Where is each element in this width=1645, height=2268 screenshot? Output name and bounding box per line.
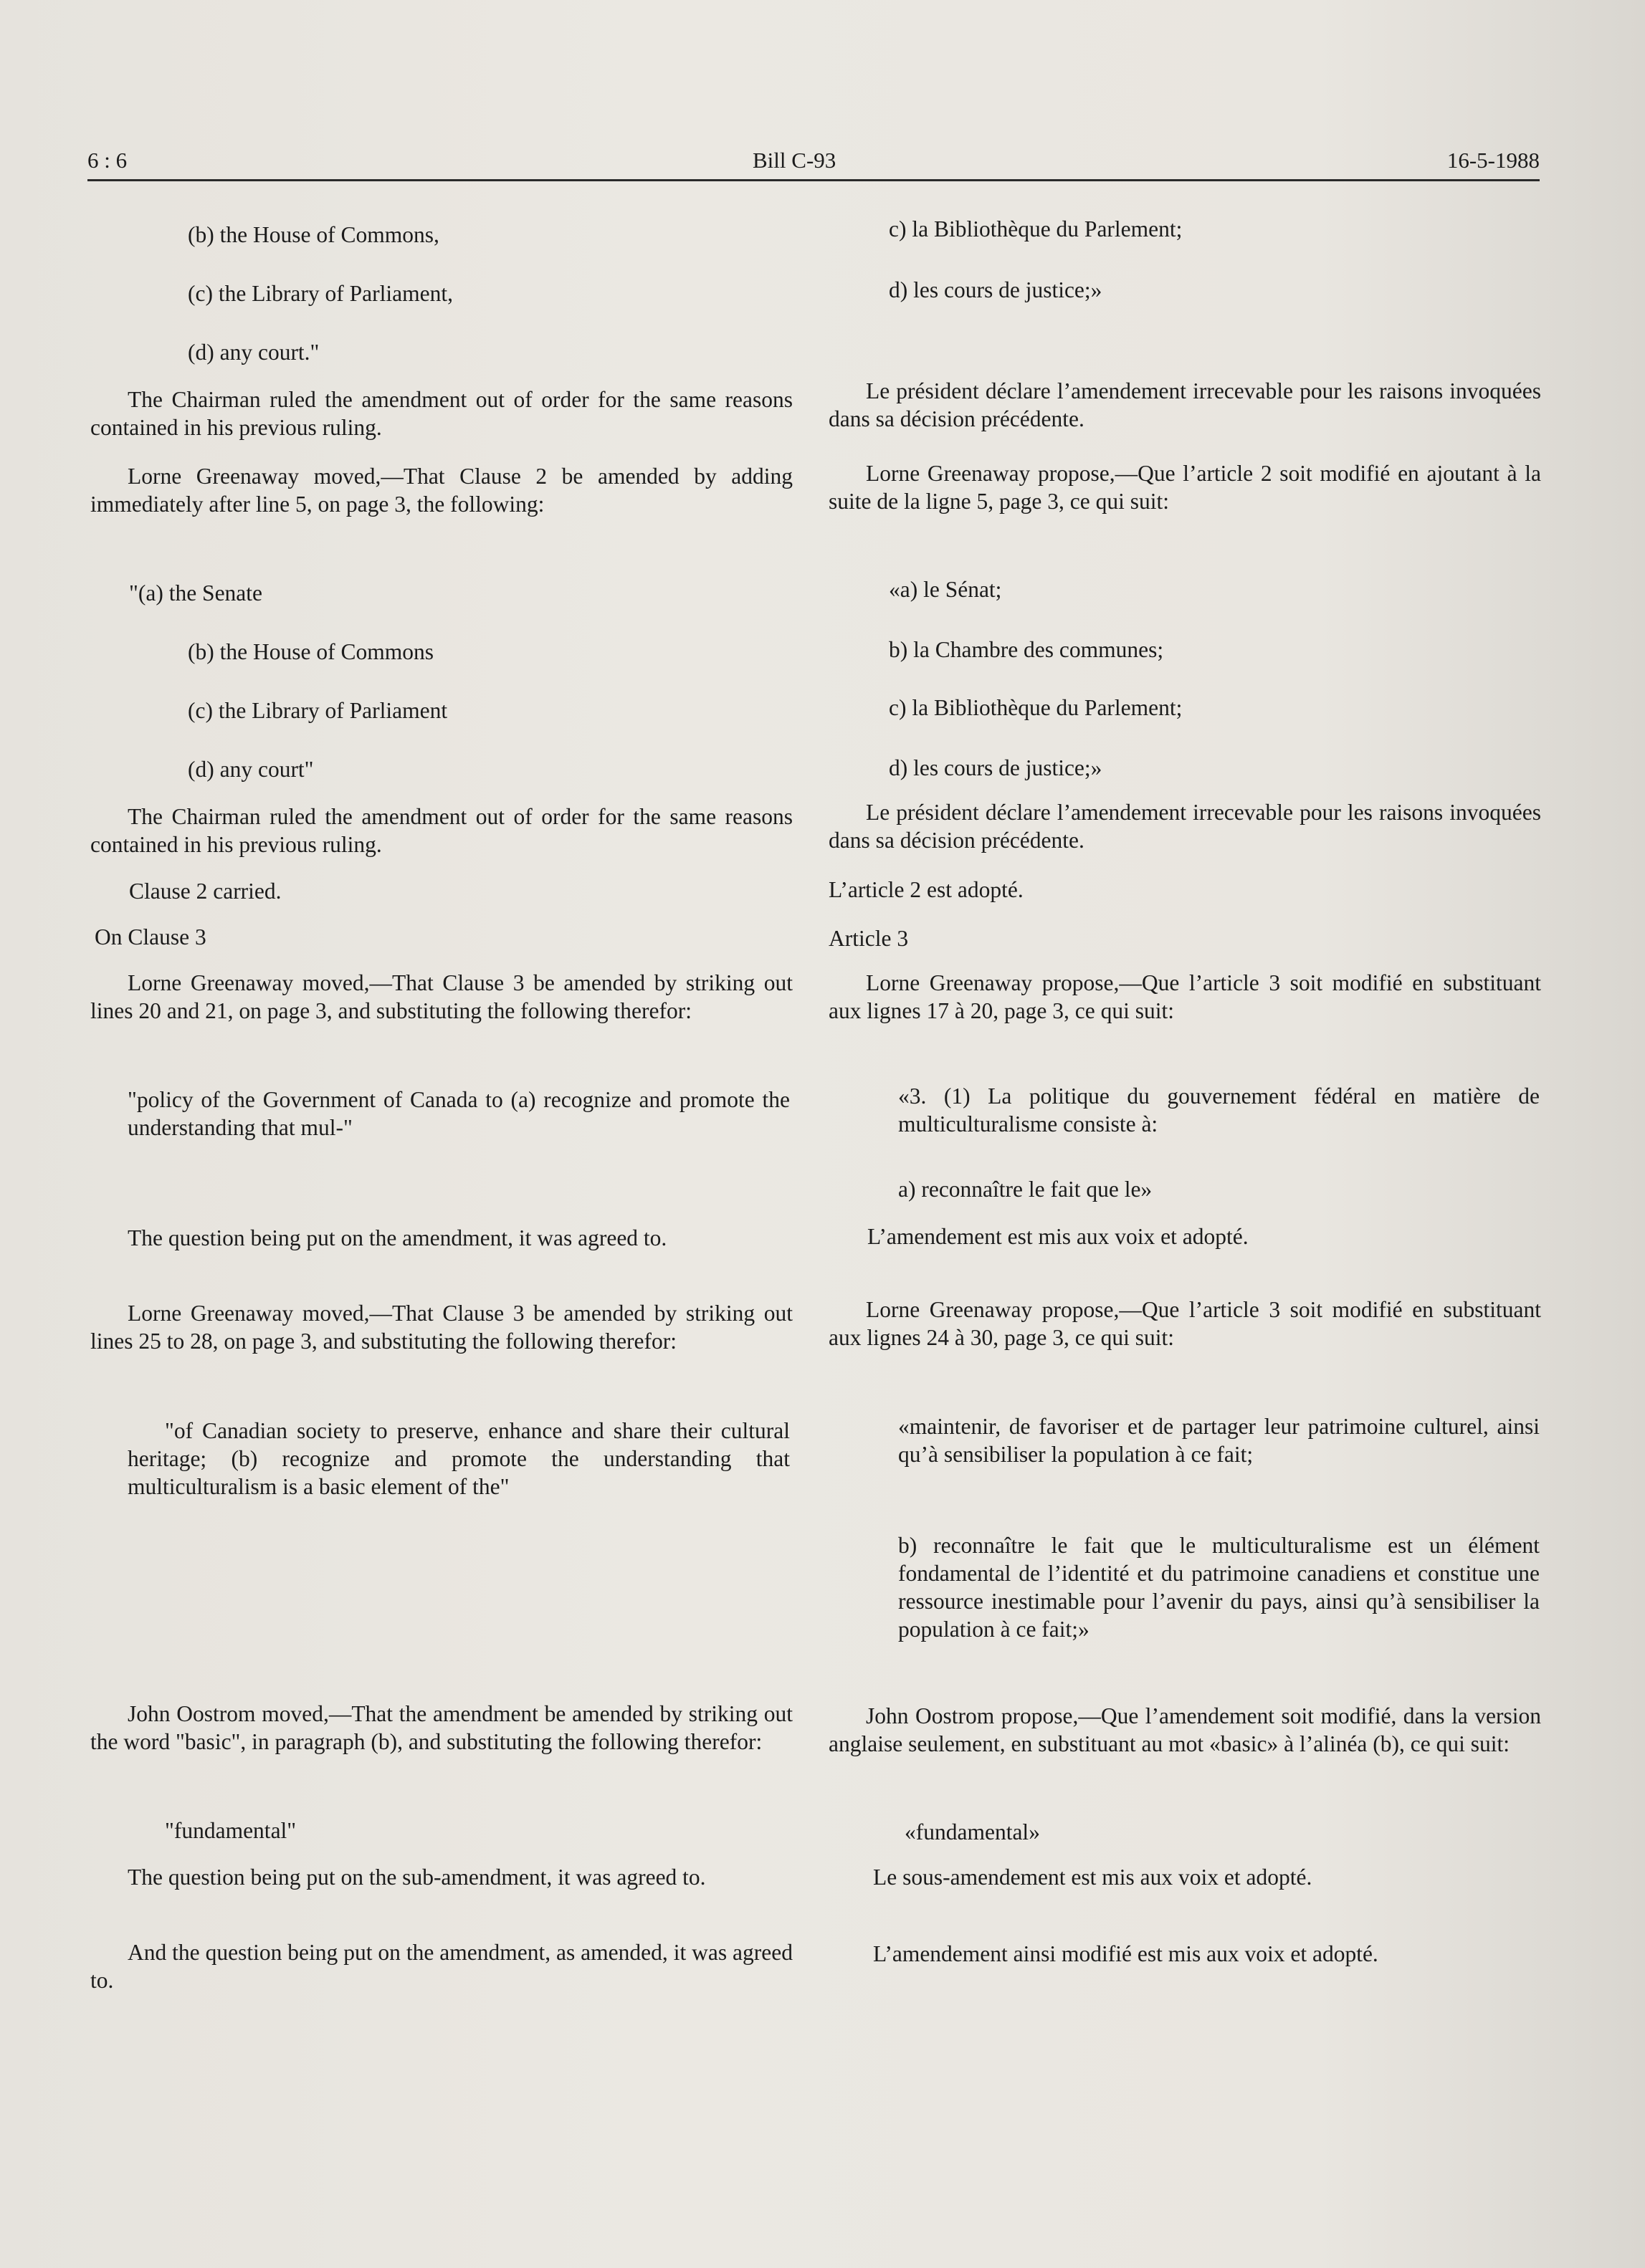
french-paragraph: Lorne Greenaway propose,—Que l’article 3 soit modifié en substituant aux lignes 17 à 20, page 3, ce qui suit: (829, 970, 1541, 1023)
english-item: (c) the Library of Parliament (188, 698, 448, 723)
english-heading: On Clause 3 (95, 924, 206, 949)
french-item: a) reconnaître le fait que le» (898, 1177, 1153, 1202)
french-heading: Article 3 (829, 926, 909, 951)
english-paragraph: The question being put on the sub-amendment, it was agreed to. (128, 1865, 706, 1890)
french-quote: «3. (1) La politique du gouvernement fédéral en matière de multiculturalisme consiste à: (898, 1083, 1540, 1137)
english-paragraph: The Chairman ruled the amendment out of order for the same reasons contained in his previous ruling. (90, 804, 793, 857)
english-item: (b) the House of Commons (188, 639, 434, 664)
english-paragraph: Lorne Greenaway moved,—That Clause 3 be amended by striking out lines 25 to 28, on page 3, and substituting the following therefor: (90, 1301, 793, 1354)
english-paragraph: Lorne Greenaway moved,—That Clause 2 be amended by adding immediately after line 5, on page 3, the following: (90, 464, 793, 517)
english-paragraph: The Chairman ruled the amendment out of order for the same reasons contained in his previous ruling. (90, 387, 793, 440)
french-item: «fundamental» (905, 1819, 1040, 1844)
french-item: Le sous-amendement est mis aux voix et adopté. (873, 1865, 1312, 1890)
french-paragraph: Le président déclare l’amendement irrecevable pour les raisons invoquées dans sa décision précédente. (829, 378, 1541, 431)
french-item: «a) le Sénat; (889, 577, 1002, 602)
french-quote: «maintenir, de favoriser et de partager leur patrimoine culturel, ainsi qu’à sensibiliser la population à ce fait; (898, 1414, 1540, 1467)
header-date: 16-5-1988 (1446, 148, 1540, 173)
french-quote: b) reconnaître le fait que le multiculturalisme est un élément fondamental de l’identité et du patrimoine canadiens et constitue une ressource inestimable pour l’avenir du pays, ainsi qu’à sensibiliser la population à ce fait;» (898, 1533, 1540, 1642)
english-item: "fundamental" (165, 1818, 297, 1843)
french-item: d) les cours de justice;» (889, 755, 1102, 780)
french-item: c) la Bibliothèque du Parlement; (889, 695, 1183, 720)
french-paragraph: John Oostrom propose,—Que l’amendement soit modifié, dans la version anglaise seulement, en substituant au mot «basic» à l’alinéa (b), ce qui suit: (829, 1703, 1541, 1756)
english-item: (d) any court." (188, 340, 320, 365)
french-item: L’amendement est mis aux voix et adopté. (867, 1224, 1249, 1249)
french-paragraph: Lorne Greenaway propose,—Que l’article 2 soit modifié en ajoutant à la suite de la ligne 5, page 3, ce qui suit: (829, 461, 1541, 514)
english-paragraph: John Oostrom moved,—That the amendment be amended by striking out the word "basic", in paragraph (b), and substituting the following therefor: (90, 1701, 793, 1754)
english-item: "(a) the Senate (129, 580, 263, 606)
french-item: c) la Bibliothèque du Parlement; (889, 216, 1183, 241)
french-paragraph: Lorne Greenaway propose,—Que l’article 3 soit modifié en substituant aux lignes 24 à 30, page 3, ce qui suit: (829, 1297, 1541, 1350)
english-paragraph: And the question being put on the amendment, as amended, it was agreed to. (90, 1940, 793, 1993)
page-header (87, 146, 1540, 181)
english-paragraph: The question being put on the amendment, it was agreed to. (128, 1225, 667, 1250)
english-quote: "policy of the Government of Canada to (a) recognize and promote the understanding that mul-" (128, 1087, 790, 1140)
french-item: b) la Chambre des communes; (889, 637, 1164, 662)
english-paragraph: Lorne Greenaway moved,—That Clause 3 be amended by striking out lines 20 and 21, on page 3, and substituting the following therefor: (90, 970, 793, 1023)
french-item: L’amendement ainsi modifié est mis aux voix et adopté. (873, 1941, 1378, 1966)
english-item: Clause 2 carried. (129, 879, 282, 904)
bill-title: Bill C-93 (753, 148, 836, 173)
english-item: (b) the House of Commons, (188, 222, 439, 247)
french-item: d) les cours de justice;» (889, 277, 1102, 302)
english-item: (c) the Library of Parliament, (188, 281, 453, 306)
english-item: (d) any court" (188, 757, 314, 782)
english-quote: "of Canadian society to preserve, enhance and share their cultural heritage; (b) recognize and promote the understanding that multiculturalism is a basic element of the" (128, 1418, 790, 1499)
french-paragraph: Le président déclare l’amendement irrecevable pour les raisons invoquées dans sa décision précédente. (829, 800, 1541, 853)
page-number: 6 : 6 (87, 148, 128, 173)
french-item: L’article 2 est adopté. (829, 877, 1024, 902)
